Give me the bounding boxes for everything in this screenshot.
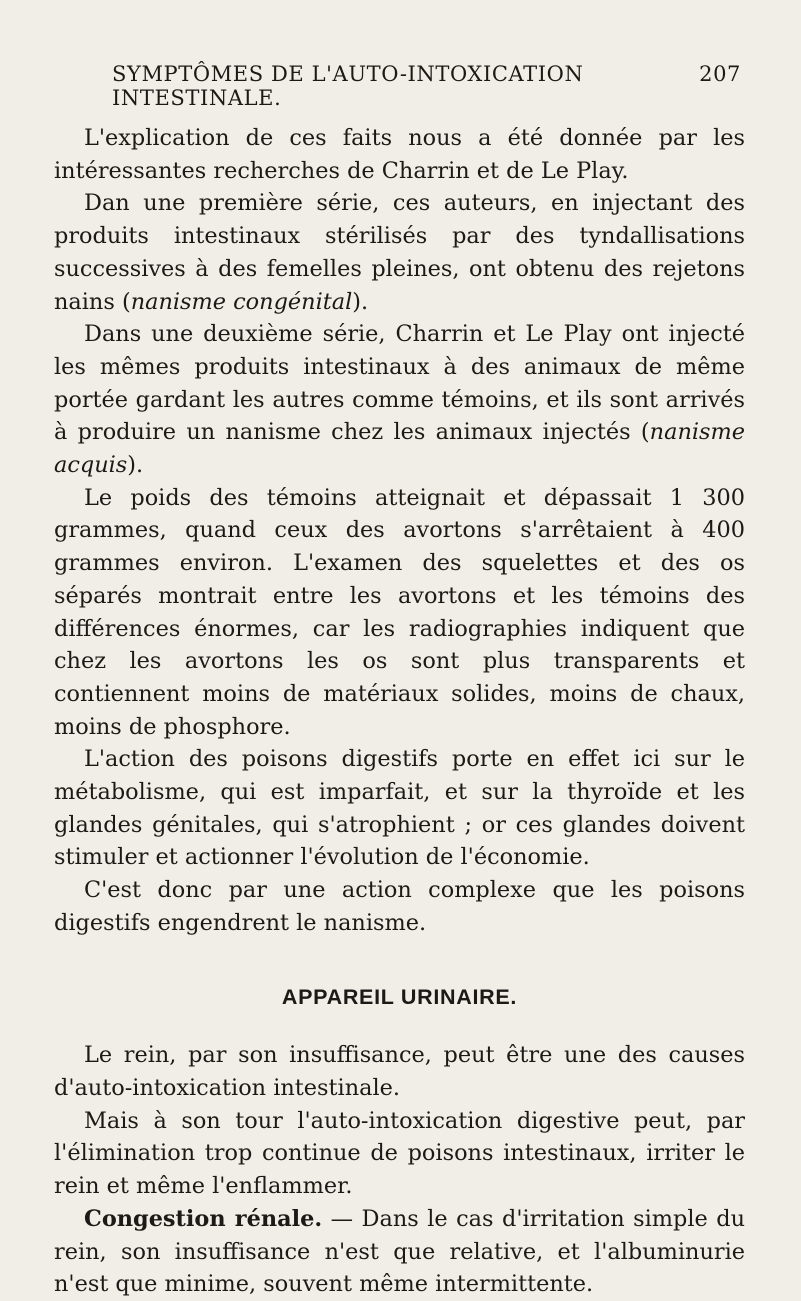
runin-heading: Congestion rénale. [84, 1205, 323, 1232]
page-header [112, 62, 741, 110]
paragraph-rein-irritation: Mais à son tour l'auto-intoxication digestive peut, par l'élimination trop continue de poisons intestinaux, irriter le rein et même l'enflammer. [54, 1107, 745, 1200]
paragraph-conclusion-nanisme: C'est donc par une action complexe que les poisons digestifs engendrent le nanisme. [54, 877, 745, 936]
paragraph-poids-temoins: Le poids des témoins atteignait et dépassait 1 300 grammes, quand ceux des avortons s'arrêtaient à 400 grammes environ. L'examen des squelettes et des os séparés montrait entre les avortons et les témoins des différences énormes, car les radiographies indiquent que chez les avortons les os sont plus transparents et contiennent moins de matériaux solides, moins de chaux, moins de phosphore. [54, 484, 745, 740]
emphasis-nanisme-congenital: nanisme congénital [130, 288, 353, 315]
paragraph-rein-insuffisance: Le rein, par son insuffisance, peut être une des causes d'auto-intoxication intestinale. [54, 1042, 745, 1101]
paragraph-charrin-intro: L'explication de ces faits nous a été donnée par les intéressantes recherches de Charrin et de Le Play. [54, 125, 745, 184]
paragraph-second-series: Dans une deuxième série, Charrin et Le Play ont injecté les mêmes produits intestinaux à des animaux de même portée gardant les autres comme témoins, et ils sont arrivés à produire un nanisme chez les animaux injectés (nanisme acquis). [54, 321, 745, 479]
running-title: SYMPTÔMES DE L'AUTO-INTOXICATION INTESTINALE. [112, 62, 584, 110]
paragraph-action-poisons: L'action des poisons digestifs porte en effet ici sur le métabolisme, qui est imparfait, et sur la thyroïde et les glandes génitales, qui s'atrophient ; or ces glandes doivent stimuler et actionner l'évolution de l'économie. [54, 746, 745, 871]
page-number: 207 [699, 62, 741, 86]
emphasis-nanisme-acquis: nanisme acquis [54, 419, 745, 479]
paragraph-first-series: Dan une première série, ces auteurs, en injectant des produits intestinaux stérilisés par des tyndallisations successives à des femelles pleines, ont obtenu des rejetons nains (nanisme congénital). [54, 190, 745, 315]
paragraph-congestion-renale: Congestion rénale. — Dans le cas d'irritation simple du rein, son insuffisance n'est que relative, et l'albuminurie n'est que minime, souvent même intermittente. [54, 1205, 745, 1298]
body-text [54, 122, 745, 1301]
section-title: APPAREIL URINAIRE. [281, 984, 518, 1009]
